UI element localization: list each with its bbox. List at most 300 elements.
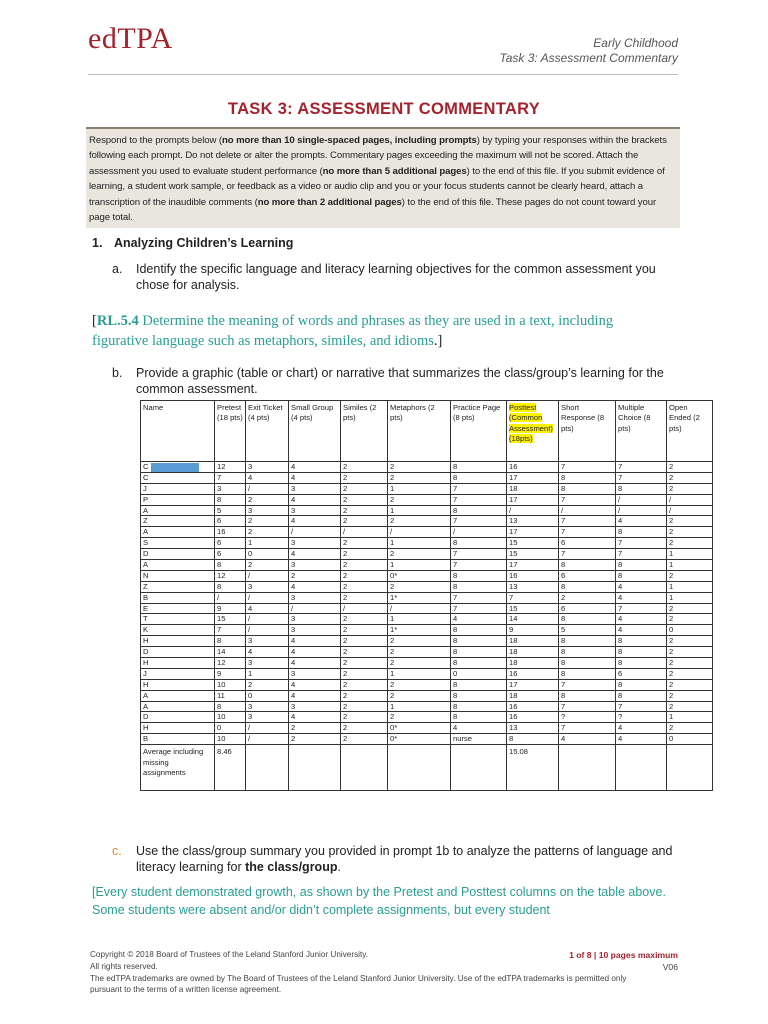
score-cell: 2 xyxy=(667,690,713,701)
score-cell: 8 xyxy=(616,636,667,647)
score-cell: 0* xyxy=(388,570,451,581)
score-cell: 2 xyxy=(388,712,451,723)
score-cell: 8 xyxy=(616,570,667,581)
score-cell: 17 xyxy=(507,472,559,483)
score-cell: 3 xyxy=(289,668,341,679)
score-cell: 8 xyxy=(451,625,507,636)
standard-text: Determine the meaning of words and phrases as they are used in a text, including figurative language such as metaphors, similes, and idioms xyxy=(92,313,614,349)
table-row xyxy=(141,734,713,745)
average-cell xyxy=(451,745,507,791)
score-cell: 8 xyxy=(451,570,507,581)
prompt-b xyxy=(112,365,686,397)
score-cell: 7 xyxy=(559,701,616,712)
score-cell: 1 xyxy=(388,560,451,571)
instructions-box xyxy=(86,127,680,228)
score-cell: 6 xyxy=(559,538,616,549)
score-cell: 8 xyxy=(451,538,507,549)
score-cell: 17 xyxy=(507,679,559,690)
score-cell: 16 xyxy=(507,570,559,581)
score-cell: 1 xyxy=(246,668,289,679)
student-name-cell: A xyxy=(141,560,215,571)
score-cell: 2 xyxy=(388,636,451,647)
score-cell: 2 xyxy=(289,570,341,581)
score-cell: 0* xyxy=(388,734,451,745)
score-cell: 1 xyxy=(246,538,289,549)
score-cell: 7 xyxy=(616,472,667,483)
table-row xyxy=(141,472,713,483)
footer-trademark: The edTPA trademarks are owned by The Board of Trustees of the Leland Stanford Junior University. Use of the edTPA trademarks is permitted only pursuant to the terms of a written license agreement. xyxy=(90,973,627,995)
score-cell: 8 xyxy=(616,483,667,494)
score-cell: / xyxy=(289,527,341,538)
score-cell: / xyxy=(215,592,246,603)
score-cell: 4 xyxy=(616,625,667,636)
score-cell: 0 xyxy=(215,723,246,734)
score-cell: 4 xyxy=(616,734,667,745)
score-cell: 8 xyxy=(559,636,616,647)
score-cell: 7 xyxy=(451,592,507,603)
summary-table xyxy=(140,400,713,791)
instructions-bold-3: no more than 2 additional pages xyxy=(257,196,402,208)
footer-rights: All rights reserved. xyxy=(90,961,158,971)
score-cell: 8 xyxy=(451,636,507,647)
student-name-cell: B xyxy=(141,592,215,603)
score-cell: 7 xyxy=(451,483,507,494)
score-cell: / xyxy=(246,483,289,494)
score-cell: 0 xyxy=(667,734,713,745)
score-cell: 8 xyxy=(616,647,667,658)
score-cell: 1 xyxy=(667,712,713,723)
score-cell: 2 xyxy=(289,723,341,734)
score-cell: 3 xyxy=(289,701,341,712)
score-cell: 1 xyxy=(388,668,451,679)
col-header: Similes (2 pts) xyxy=(341,401,388,462)
table-row xyxy=(141,516,713,527)
score-cell: 0 xyxy=(667,625,713,636)
score-cell: 7 xyxy=(616,462,667,473)
score-cell: 2 xyxy=(667,472,713,483)
score-cell: / xyxy=(246,614,289,625)
col-header: Practice Page (8 pts) xyxy=(451,401,507,462)
score-cell: 2 xyxy=(341,701,388,712)
student-name-cell: D xyxy=(141,647,215,658)
prompt-b-label: b. xyxy=(112,366,123,380)
score-cell: 8 xyxy=(616,527,667,538)
score-cell: / xyxy=(667,505,713,516)
score-cell: 6 xyxy=(215,516,246,527)
score-cell: 1 xyxy=(388,538,451,549)
score-cell: 16 xyxy=(507,462,559,473)
average-row xyxy=(141,745,713,791)
average-cell: 15.08 xyxy=(507,745,559,791)
score-cell: 3 xyxy=(289,483,341,494)
score-cell: 15 xyxy=(215,614,246,625)
student-name-cell: H xyxy=(141,679,215,690)
score-cell: 2 xyxy=(246,494,289,505)
footer-page-info xyxy=(569,949,678,973)
student-name-cell: B xyxy=(141,734,215,745)
score-cell: 13 xyxy=(507,723,559,734)
score-cell: 2 xyxy=(341,472,388,483)
standard-code: RL.5.4 xyxy=(96,313,139,329)
footer-copyright: Copyright © 2018 Board of Trustees of the Leland Stanford Junior University. xyxy=(90,950,369,959)
table-row xyxy=(141,592,713,603)
score-cell: 8 xyxy=(451,462,507,473)
score-cell: 18 xyxy=(507,647,559,658)
student-name-cell: A xyxy=(141,505,215,516)
score-cell: 3 xyxy=(289,625,341,636)
score-cell: 8 xyxy=(559,690,616,701)
score-cell: 2 xyxy=(341,483,388,494)
table-row xyxy=(141,560,713,571)
score-cell: / xyxy=(559,505,616,516)
score-cell: 4 xyxy=(289,679,341,690)
prompt-a xyxy=(112,261,656,293)
score-cell: 2 xyxy=(341,614,388,625)
score-cell: 8 xyxy=(559,658,616,669)
score-cell: 2 xyxy=(341,647,388,658)
col-header: Short Response (8 pts) xyxy=(559,401,616,462)
col-header: Exit Ticket (4 pts) xyxy=(246,401,289,462)
score-cell: 2 xyxy=(667,679,713,690)
student-name-cell: K xyxy=(141,625,215,636)
score-cell: 2 xyxy=(246,527,289,538)
posttest-highlight: Posttest (Common Assessment) (18pts) xyxy=(509,403,553,444)
table-row xyxy=(141,690,713,701)
score-cell: 16 xyxy=(215,527,246,538)
score-cell: 15 xyxy=(507,549,559,560)
score-cell: / xyxy=(451,527,507,538)
prompt-c-text: Use the class/group summary you provided in prompt 1b to analyze the patterns of language and literacy learning for xyxy=(136,844,673,874)
score-cell: 2 xyxy=(388,690,451,701)
score-cell: 4 xyxy=(289,581,341,592)
score-cell: 6 xyxy=(215,538,246,549)
score-cell: 8 xyxy=(559,647,616,658)
score-cell: 2 xyxy=(388,647,451,658)
score-cell: 2 xyxy=(341,462,388,473)
score-cell: 4 xyxy=(289,462,341,473)
student-name-cell: A xyxy=(141,690,215,701)
header-task: Task 3: Assessment Commentary xyxy=(499,51,678,65)
score-cell: 8 xyxy=(215,560,246,571)
version-label: V06 xyxy=(662,962,678,972)
score-cell: / xyxy=(246,570,289,581)
score-cell: 2 xyxy=(667,603,713,614)
score-cell: 2 xyxy=(667,538,713,549)
average-cell xyxy=(289,745,341,791)
score-cell: 4 xyxy=(616,723,667,734)
prompt-a-text: Identify the specific language and literacy learning objectives for the common assessment you chose for analysis. xyxy=(136,262,656,292)
score-cell: 16 xyxy=(507,668,559,679)
student-name-cell: N xyxy=(141,570,215,581)
score-cell: 2 xyxy=(246,679,289,690)
score-cell: 5 xyxy=(215,505,246,516)
score-cell: 2 xyxy=(341,658,388,669)
score-cell: 8 xyxy=(451,505,507,516)
score-cell: / xyxy=(246,592,289,603)
score-cell: 17 xyxy=(507,527,559,538)
score-cell: ? xyxy=(616,712,667,723)
prompt-c-label: c. xyxy=(112,844,122,858)
score-cell: 8 xyxy=(215,494,246,505)
student-name-cell: Z xyxy=(141,516,215,527)
score-cell: 4 xyxy=(289,549,341,560)
score-cell: 7 xyxy=(616,549,667,560)
score-cell: 7 xyxy=(215,472,246,483)
average-cell xyxy=(616,745,667,791)
average-label: Average including missing assignments xyxy=(141,745,215,791)
score-cell: 13 xyxy=(507,581,559,592)
score-cell: 9 xyxy=(215,668,246,679)
score-cell: 7 xyxy=(616,538,667,549)
score-cell: 2 xyxy=(388,549,451,560)
score-cell: 8 xyxy=(616,679,667,690)
instructions-bold-2: no more than 5 additional pages xyxy=(322,165,467,177)
col-header-posttest xyxy=(507,401,559,462)
score-cell: 3 xyxy=(289,538,341,549)
score-cell: 2 xyxy=(388,472,451,483)
student-name-cell: T xyxy=(141,614,215,625)
score-cell: 8 xyxy=(559,472,616,483)
col-header: Small Group (4 pts) xyxy=(289,401,341,462)
score-cell: 7 xyxy=(559,462,616,473)
average-cell xyxy=(246,745,289,791)
table-row xyxy=(141,483,713,494)
score-cell: 7 xyxy=(451,560,507,571)
score-cell: 1* xyxy=(388,625,451,636)
score-cell: 2 xyxy=(289,734,341,745)
student-name-cell: S xyxy=(141,538,215,549)
score-cell: 8 xyxy=(616,658,667,669)
col-header: Open Ended (2 pts) xyxy=(667,401,713,462)
score-cell: 1* xyxy=(388,592,451,603)
section-heading xyxy=(92,236,293,250)
score-cell: / xyxy=(341,603,388,614)
score-cell: 18 xyxy=(507,636,559,647)
score-cell: 1 xyxy=(388,701,451,712)
score-cell: 2 xyxy=(667,614,713,625)
score-cell: 2 xyxy=(388,462,451,473)
score-cell: 2 xyxy=(341,690,388,701)
score-cell: 7 xyxy=(559,527,616,538)
score-cell: 7 xyxy=(451,494,507,505)
score-cell: 14 xyxy=(215,647,246,658)
score-cell: 2 xyxy=(667,701,713,712)
average-cell xyxy=(388,745,451,791)
score-cell: 2 xyxy=(667,647,713,658)
score-cell: 7 xyxy=(616,701,667,712)
score-cell: 10 xyxy=(215,679,246,690)
score-cell: 3 xyxy=(246,658,289,669)
score-cell: 4 xyxy=(246,603,289,614)
score-cell: / xyxy=(388,527,451,538)
score-cell: 12 xyxy=(215,658,246,669)
table-row xyxy=(141,581,713,592)
score-cell: 0 xyxy=(246,690,289,701)
score-cell: 2 xyxy=(341,538,388,549)
score-cell: 4 xyxy=(289,690,341,701)
score-cell: 4 xyxy=(616,592,667,603)
student-name-cell: J xyxy=(141,483,215,494)
student-name-cell: E xyxy=(141,603,215,614)
score-cell: 4 xyxy=(451,614,507,625)
score-cell: 8 xyxy=(559,483,616,494)
response-a xyxy=(92,311,652,351)
score-cell: 4 xyxy=(289,472,341,483)
score-cell: 4 xyxy=(246,472,289,483)
score-cell: / xyxy=(246,625,289,636)
table-header-row xyxy=(141,401,713,462)
score-cell: 6 xyxy=(215,549,246,560)
col-header: Pretest (18 pts) xyxy=(215,401,246,462)
student-name-cell: H xyxy=(141,658,215,669)
score-cell: 7 xyxy=(451,603,507,614)
score-cell: 3 xyxy=(289,614,341,625)
score-cell: 8 xyxy=(451,690,507,701)
score-cell: 2 xyxy=(388,679,451,690)
score-cell: 2 xyxy=(341,560,388,571)
score-cell: 8 xyxy=(451,581,507,592)
score-cell: 2 xyxy=(388,494,451,505)
header-divider xyxy=(88,74,678,75)
score-cell: 8 xyxy=(451,679,507,690)
score-cell: 13 xyxy=(507,516,559,527)
table-row xyxy=(141,647,713,658)
score-cell: 2 xyxy=(667,516,713,527)
score-cell: 8 xyxy=(507,734,559,745)
score-cell: / xyxy=(246,734,289,745)
student-name-cell: A xyxy=(141,527,215,538)
score-cell: 8 xyxy=(215,636,246,647)
score-cell: 2 xyxy=(667,462,713,473)
score-cell: 15 xyxy=(507,538,559,549)
score-cell: 7 xyxy=(559,516,616,527)
score-cell: 3 xyxy=(289,560,341,571)
score-cell: 2 xyxy=(341,516,388,527)
score-cell: ? xyxy=(559,712,616,723)
score-cell: 1 xyxy=(388,483,451,494)
score-cell: 2 xyxy=(667,668,713,679)
section-number: 1. xyxy=(92,236,103,250)
edtpa-logo: edTPA xyxy=(88,22,173,55)
student-name-cell: C xyxy=(141,472,215,483)
score-cell: 2 xyxy=(667,658,713,669)
score-cell: 2 xyxy=(341,734,388,745)
score-cell: 3 xyxy=(289,505,341,516)
average-cell xyxy=(559,745,616,791)
col-header: Name xyxy=(141,401,215,462)
table-row xyxy=(141,614,713,625)
score-cell: 2 xyxy=(559,592,616,603)
average-cell xyxy=(667,745,713,791)
prompt-c-end: . xyxy=(337,860,341,874)
score-cell: 7 xyxy=(559,549,616,560)
table-row xyxy=(141,570,713,581)
instructions-text-1: Respond to the prompts below ( xyxy=(89,135,222,146)
score-cell: / xyxy=(341,527,388,538)
score-cell: 11 xyxy=(215,690,246,701)
score-cell: nurse xyxy=(451,734,507,745)
score-cell: 2 xyxy=(341,636,388,647)
header-info xyxy=(499,36,678,66)
score-cell: 8 xyxy=(215,701,246,712)
score-cell: 1 xyxy=(667,549,713,560)
score-cell: 8 xyxy=(215,581,246,592)
table-row xyxy=(141,505,713,516)
score-cell: 2 xyxy=(388,581,451,592)
score-cell: 18 xyxy=(507,483,559,494)
score-cell: 8 xyxy=(451,712,507,723)
table-row xyxy=(141,462,713,473)
score-cell: 2 xyxy=(388,516,451,527)
score-cell: / xyxy=(507,505,559,516)
score-cell: 8 xyxy=(451,472,507,483)
score-cell: 3 xyxy=(246,701,289,712)
score-cell: 7 xyxy=(451,516,507,527)
score-cell: 15 xyxy=(507,603,559,614)
score-cell: 3 xyxy=(246,581,289,592)
table-row xyxy=(141,527,713,538)
table-body xyxy=(141,462,713,791)
score-cell: 6 xyxy=(559,570,616,581)
score-cell: 3 xyxy=(289,592,341,603)
score-cell: 7 xyxy=(559,679,616,690)
instructions-bold-1: no more than 10 single-spaced pages, including prompts xyxy=(222,135,477,146)
score-cell: 2 xyxy=(341,625,388,636)
score-cell: 7 xyxy=(215,625,246,636)
bracket-open: [ xyxy=(92,313,97,329)
table-row xyxy=(141,701,713,712)
header-field: Early Childhood xyxy=(593,36,678,50)
score-cell: 0 xyxy=(451,668,507,679)
table-row xyxy=(141,538,713,549)
page-title: TASK 3: ASSESSMENT COMMENTARY xyxy=(227,100,541,118)
score-cell: 4 xyxy=(289,516,341,527)
score-cell: 2 xyxy=(667,570,713,581)
score-cell: / xyxy=(616,505,667,516)
score-cell: 8 xyxy=(616,690,667,701)
score-cell: 4 xyxy=(451,723,507,734)
score-cell: / xyxy=(667,494,713,505)
score-cell: 1 xyxy=(667,581,713,592)
page-number: 1 of 8 | 10 pages maximum xyxy=(569,950,678,960)
student-name-cell: J xyxy=(141,668,215,679)
score-cell: 1 xyxy=(667,592,713,603)
col-header: Multiple Choice (8 pts) xyxy=(616,401,667,462)
score-cell: 4 xyxy=(289,636,341,647)
instructions-text-3: ) to the end of this file. If you submit evidence of learning, a student work sample, or feedback as a video or audio clip and you or your focus students cannot be clearly heard, attach a transcription of the inaudible comments ( xyxy=(89,165,665,208)
score-cell: 3 xyxy=(246,505,289,516)
score-cell: 4 xyxy=(616,516,667,527)
score-cell: 8 xyxy=(559,560,616,571)
score-cell: / xyxy=(289,603,341,614)
prompt-c xyxy=(112,843,696,875)
average-cell: 8.46 xyxy=(215,745,246,791)
score-cell: 8 xyxy=(559,668,616,679)
score-cell: 3 xyxy=(246,712,289,723)
score-cell: 7 xyxy=(507,592,559,603)
table-row xyxy=(141,636,713,647)
score-cell: 0 xyxy=(246,549,289,560)
score-cell: / xyxy=(616,494,667,505)
score-cell: 2 xyxy=(341,570,388,581)
score-cell: 4 xyxy=(559,734,616,745)
score-cell: 2 xyxy=(341,712,388,723)
col-header: Metaphors (2 pts) xyxy=(388,401,451,462)
table-row xyxy=(141,625,713,636)
student-name-cell: H xyxy=(141,636,215,647)
score-cell: 2 xyxy=(341,668,388,679)
score-cell: 2 xyxy=(341,549,388,560)
